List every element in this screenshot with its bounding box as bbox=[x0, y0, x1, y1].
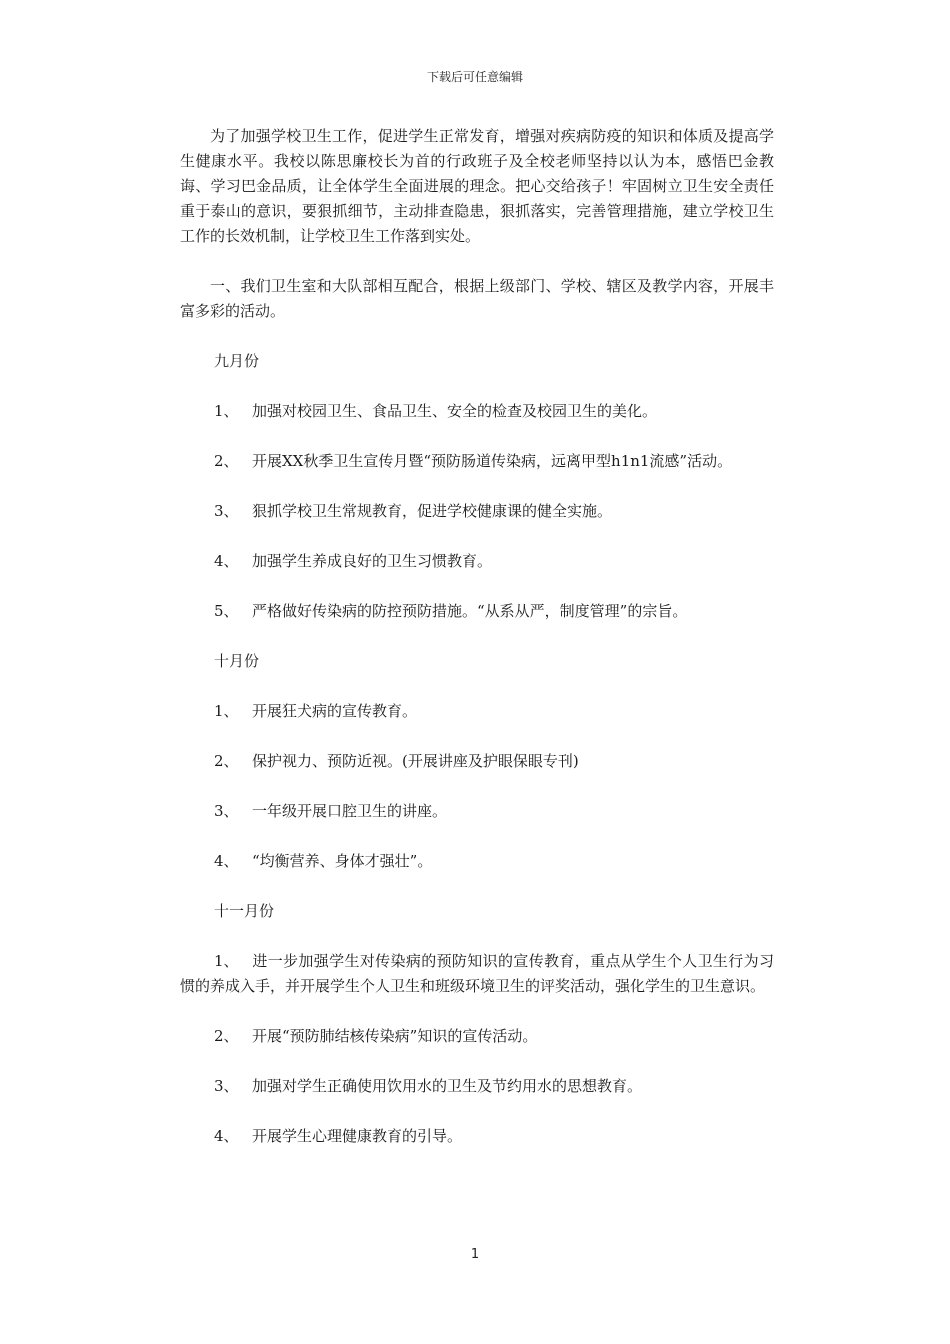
item-number: 1、 bbox=[214, 952, 239, 970]
list-item bbox=[180, 399, 774, 424]
item-text: 加强学生养成良好的卫生习惯教育。 bbox=[252, 552, 493, 570]
item-text: 开展学生心理健康教育的引导。 bbox=[252, 1127, 463, 1145]
page-number: 1 bbox=[470, 1247, 480, 1262]
item-number: 2、 bbox=[214, 1027, 239, 1045]
month-heading-october: 十月份 bbox=[214, 652, 260, 670]
item-text: 开展“预防肺结核传染病”知识的宣传活动。 bbox=[252, 1027, 538, 1045]
list-item bbox=[180, 699, 774, 724]
list-item bbox=[180, 1074, 774, 1099]
page-header: 下载后可任意编辑 bbox=[426, 70, 523, 84]
item-number: 3、 bbox=[214, 502, 239, 520]
item-number: 2、 bbox=[214, 452, 239, 470]
item-number: 1、 bbox=[214, 402, 239, 420]
section-one-paragraph: 一、我们卫生室和大队部相互配合，根据上级部门、学校、辖区及教学内容，开展丰富多彩的活动。 bbox=[180, 277, 774, 320]
month-heading-november: 十一月份 bbox=[214, 902, 275, 920]
item-number: 1、 bbox=[214, 702, 239, 720]
item-number: 5、 bbox=[214, 602, 239, 620]
item-number: 4、 bbox=[214, 852, 239, 870]
list-item bbox=[180, 1024, 774, 1049]
item-text: 狠抓学校卫生常规教育，促进学校健康课的健全实施。 bbox=[252, 502, 613, 520]
item-text: 开展狂犬病的宣传教育。 bbox=[252, 702, 418, 720]
list-item bbox=[180, 799, 774, 824]
item-text: 保护视力、预防近视。(开展讲座及护眼保眼专刊) bbox=[252, 752, 579, 770]
item-text: “均衡营养、身体才强壮”。 bbox=[252, 852, 433, 870]
list-item bbox=[180, 549, 774, 574]
list-item bbox=[180, 1124, 774, 1149]
list-item bbox=[180, 599, 774, 624]
item-number: 4、 bbox=[214, 552, 239, 570]
list-item bbox=[180, 449, 774, 474]
item-text: 加强对校园卫生、食品卫生、安全的检查及校园卫生的美化。 bbox=[252, 402, 658, 420]
item-number: 4、 bbox=[214, 1127, 239, 1145]
list-item bbox=[180, 749, 774, 774]
item-text: 进一步加强学生对传染病的预防知识的宣传教育，重点从学生个人卫生行为习惯的养成入手，并开展学生个人卫生和班级环境卫生的评奖活动，强化学生的卫生意识。 bbox=[180, 952, 774, 995]
item-number: 3、 bbox=[214, 1077, 239, 1095]
item-text: 严格做好传染病的防控预防措施。“从系从严，制度管理”的宗旨。 bbox=[252, 602, 688, 620]
item-number: 2、 bbox=[214, 752, 239, 770]
list-item bbox=[180, 949, 774, 999]
document-body bbox=[180, 124, 774, 1149]
month-heading-september: 九月份 bbox=[214, 352, 260, 370]
list-item bbox=[180, 499, 774, 524]
intro-paragraph: 为了加强学校卫生工作，促进学生正常发育，增强对疾病防疫的知识和体质及提高学生健康水平。我校以陈思廉校长为首的行政班子及全校老师坚持以认为本，感悟巴金教诲、学习巴金品质，让全体学生全面进展的理念。把心交给孩子！牢固树立卫生安全责任重于泰山的意识，要狠抓细节，主动排查隐患，狠抓落实，完善管理措施，建立学校卫生工作的长效机制，让学校卫生工作落到实处。 bbox=[180, 127, 774, 245]
item-text: 开展XX秋季卫生宣传月暨“预防肠道传染病，远离甲型h1n1流感”活动。 bbox=[252, 452, 733, 470]
item-text: 加强对学生正确使用饮用水的卫生及节约用水的思想教育。 bbox=[252, 1077, 643, 1095]
item-text: 一年级开展口腔卫生的讲座。 bbox=[252, 802, 448, 820]
list-item bbox=[180, 849, 774, 874]
item-number: 3、 bbox=[214, 802, 239, 820]
